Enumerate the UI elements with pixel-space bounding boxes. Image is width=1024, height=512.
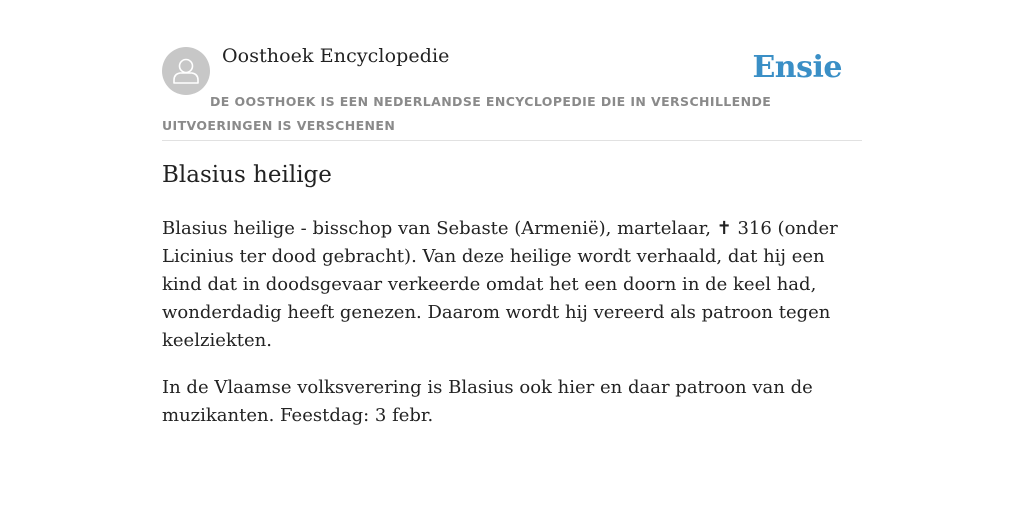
entry-card: [162, 0, 862, 512]
entry-body: [162, 215, 862, 449]
source-description: DE OOSTHOEK IS EEN NEDERLANDSE ENCYCLOPEDIE DIE IN VERSCHILLENDE UITVOERINGEN IS VERSCHENEN: [162, 94, 772, 133]
brand-logo[interactable]: Ensie: [752, 50, 842, 85]
source-title[interactable]: Oosthoek Encyclopedie: [222, 45, 450, 67]
entry-paragraph: Blasius heilige - bisschop van Sebaste (Armenië), martelaar, ✝ 316 (onder Licinius ter dood gebracht). Van deze heilige wordt verhaald, dat hij een kind dat in doodsgevaar verkeerde omdat het een doorn in de keel had, wonderdadig heeft genezen. Daarom wordt hij vereerd als patroon tegen keelziekten.: [162, 218, 838, 351]
entry-paragraph: In de Vlaamse volksverering is Blasius ook hier en daar patroon van de muzikanten. Feestdag: 3 febr.: [162, 377, 813, 426]
entry-title: Blasius heilige: [162, 162, 332, 188]
source-header: [162, 0, 862, 141]
user-icon: [162, 47, 210, 95]
source-avatar[interactable]: [162, 47, 210, 95]
